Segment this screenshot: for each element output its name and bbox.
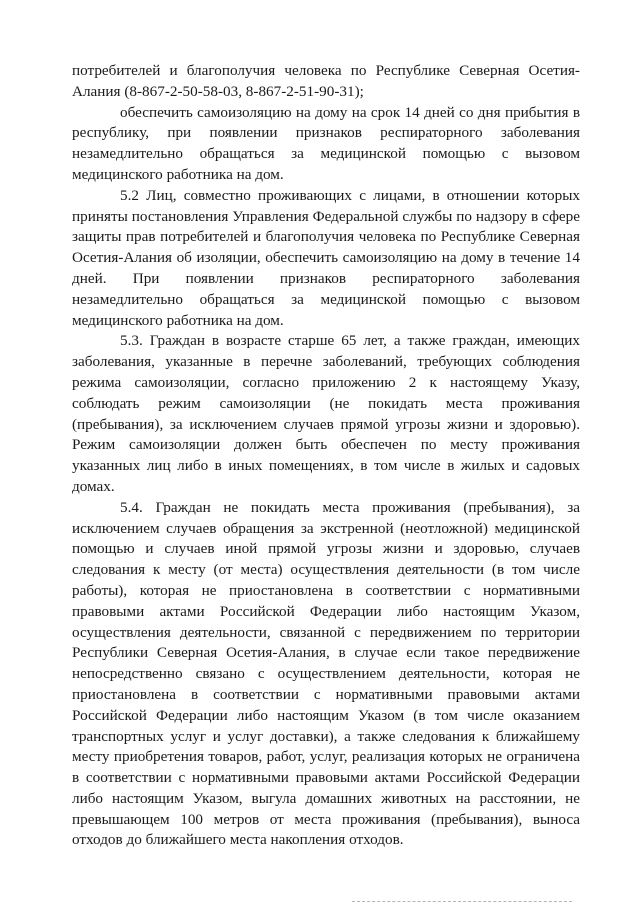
footer-divider <box>352 901 572 902</box>
document-page <box>72 61 580 851</box>
paragraph-5-3: 5.3. Граждан в возрасте старше 65 лет, а также граждан, имеющих заболевания, указанные в перечне заболеваний, требующих соблюдения режима самоизоляции, согласно приложению 2 к настоящему Указу, соблюдать режим самоизоляции (не покидать места проживания (пребывания), за исключением случаев прямой угрозы жизни и здоровью). Режим самоизоляции должен быть обеспечен по месту проживания указанных лиц либо в иных помещениях, в том числе в жилых и садовых домах. <box>72 332 580 495</box>
paragraph-contact-phones: потребителей и благополучия человека по Республике Северная Осетия-Алания (8-867-2-50-58-03, 8-867-2-51-90-31); <box>72 62 580 100</box>
paragraph-5-2: 5.2 Лиц, совместно проживающих с лицами, в отношении которых приняты постановления Управления Федеральной службы по надзору в сфере защиты прав потребителей и благополучия человека по Республике Северная Осетия-Алания об изоляции, обеспечить самоизоляцию на дому в течение 14 дней. При появлении признаков респираторного заболевания незамедлительно обращаться за медицинской помощью с вызовом медицинского работника на дом. <box>72 186 580 329</box>
paragraph-self-isolation-arrivals: обеспечить самоизоляцию на дому на срок 14 дней со дня прибытия в республику, при появлении признаков респираторного заболевания незамедлительно обращаться за медицинской помощью с вызовом медицинского работника на дом. <box>72 103 580 183</box>
paragraph-5-4: 5.4. Граждан не покидать места проживания (пребывания), за исключением случаев обращения за экстренной (неотложной) медицинской помощью и случаев иной прямой угрозы жизни и здоровью, случаев следования к месту (от места) осуществления деятельности (в том числе работы), которая не приостановлена в соответствии с нормативными правовыми актами Российской Федерации либо настоящим Указом, осуществления деятельности, связанной с передвижением по территории Республики Северная Осетия-Алания, в случае если такое передвижение непосредственно связано с осуществлением деятельности, которая не приостановлена в соответствии с нормативными правовыми актами Российской Федерации либо настоящим Указом (в том числе оказанием транспортных услуг и услуг доставки), а также следования к ближайшему месту приобретения товаров, работ, услуг, реализация которых не ограничена в соответствии с нормативными правовыми актами Российской Федерации либо настоящим Указом, выгула домашних животных на расстоянии, не превышающем 100 метров от места проживания (пребывания), выноса отходов до ближайшего места накопления отходов. <box>72 498 580 849</box>
